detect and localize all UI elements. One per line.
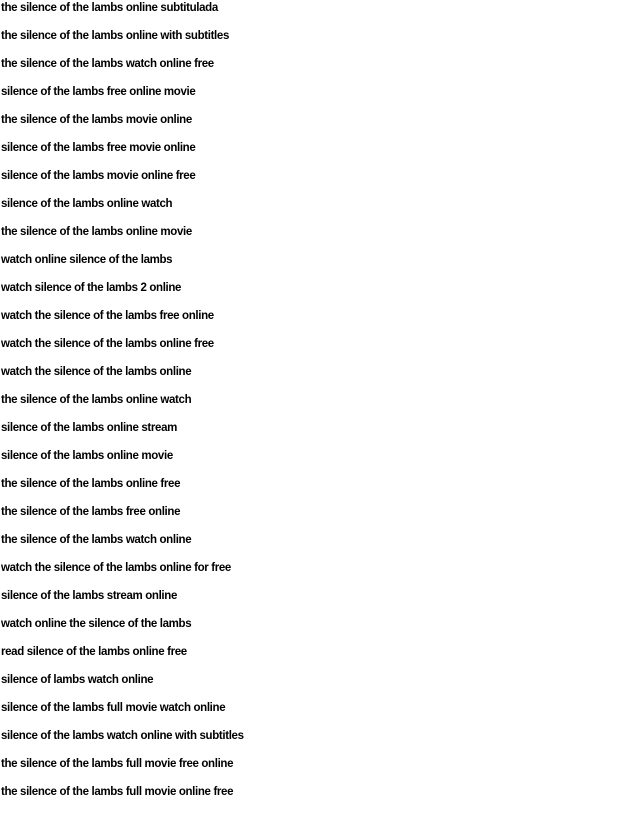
list-item: silence of the lambs free online movie [1,86,196,98]
list-item: the silence of the lambs free online [1,506,181,518]
list-item: watch the silence of the lambs online for free [1,562,231,574]
list-item: silence of the lambs movie online free [1,170,196,182]
list-item: silence of the lambs stream online [1,590,177,602]
list-item: the silence of the lambs online subtitulada [1,2,218,14]
list-item: watch the silence of the lambs free online [1,310,214,322]
list-item: the silence of the lambs watch online free [1,58,214,70]
list-item: the silence of the lambs online movie [1,226,192,238]
list-item: the silence of the lambs online free [1,478,181,490]
list-item: watch silence of the lambs 2 online [1,282,182,294]
list-item: silence of the lambs watch online with subtitles [1,730,244,742]
list-item: the silence of the lambs movie online [1,114,192,126]
list-item: silence of the lambs online movie [1,450,173,462]
list-item: the silence of the lambs online watch [1,394,192,406]
list-item: the silence of the lambs full movie online free [1,786,234,798]
list-item: silence of lambs watch online [1,674,154,686]
list-item: read silence of the lambs online free [1,646,187,658]
list-item: watch the silence of the lambs online [1,366,192,378]
list-item: watch the silence of the lambs online free [1,338,214,350]
list-item: watch online the silence of the lambs [1,618,192,630]
list-item: the silence of the lambs watch online [1,534,192,546]
list-item: silence of the lambs online watch [1,198,173,210]
list-item: the silence of the lambs full movie free online [1,758,234,770]
list-item: the silence of the lambs online with subtitles [1,30,229,42]
list-item: silence of the lambs full movie watch online [1,702,226,714]
list-item: silence of the lambs online stream [1,422,177,434]
keyword-list [1,0,244,812]
list-item: silence of the lambs free movie online [1,142,196,154]
list-item: watch online silence of the lambs [1,254,173,266]
